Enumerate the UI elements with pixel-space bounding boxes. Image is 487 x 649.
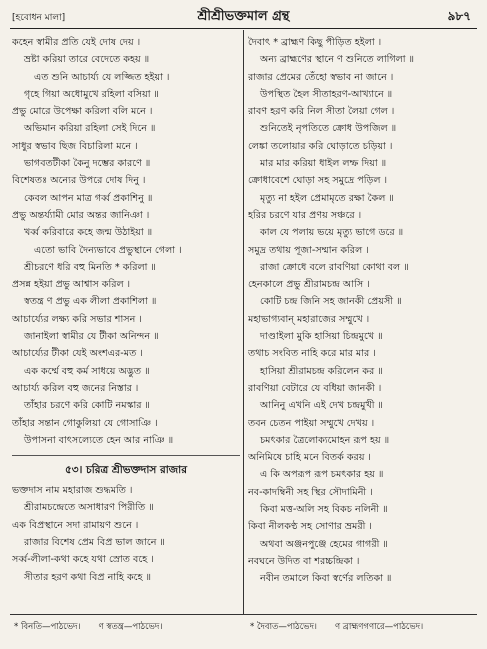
verse-line: শ্রীরামচন্দ্রেতে অসাধারণ পিরীতি ॥ [24,502,154,514]
verse-line: এক বিপ্রস্থানে সদা রামায়ণ শুনে । [12,519,139,531]
verse-line: নবঘনে উদিত বা শরচ্চন্দ্রিকা । [248,555,360,567]
verse-line: মৃত্যু না হইল প্রেমামৃতে রক্ষা কৈল ॥ [260,192,394,204]
verse-line: প্রভু মোরে উপেক্ষা করিলা বলি মনে । [12,106,153,118]
verse-line: এত শুনি আচার্য্য যে লজ্জিত হইয়া । [34,71,170,83]
verse-line: প্রসন্ন হইয়া প্রভু আশ্বাস করিল । [12,279,131,291]
verse-line: ভক্তদাস নাম মহারাজ শুদ্ধমতি । [12,485,133,497]
right-column [248,34,476,588]
verse-line: অনিমিষে চাহি মনে বিতর্ক করয় । [248,452,371,464]
verse-line: সর্ব্ব-লীলা-কথা কহে যথা স্রোত বহে । [12,554,154,566]
verse-line: রাজার প্রেমের তেঁহো স্বভাব না জানে । [248,71,394,83]
verse-line: রাবণ হরণ করি নিল সীতা লৈয়া গেল । [248,106,395,118]
footnote: ণ স্বতন্ত্র—পাঠভেদ। [98,622,163,632]
verse-line: কাল যে পলায় ভয়ে মৃত্যু ভাগে ডরে ॥ [260,227,404,239]
verse-line: তাঁহার সন্তান গোকুলিয়া যে গোসাঞি । [12,417,158,429]
verse-line: হাসিয়া শ্রীরামচন্দ্র করিলেন কর ॥ [260,365,383,377]
verse-line: চমৎকার ত্রৈলোক্যমোহন রূপ হয় ॥ [260,434,390,446]
verse-line: মার মার করিয়া ধাইল লম্ফ দিয়া ॥ [260,158,387,170]
verse-line: আচার্য্যের টীকা যেই অংশএর-মত । [12,348,143,360]
page-number: ৯৮৭ [447,9,471,23]
footnote: ণ ব্রাহ্মণগণারে—পাঠভেদ। [334,622,424,632]
verse-line: হরির চরণে যার প্রণয় সঞ্চরে । [248,209,362,221]
verse-line: ক্রোধাবেশে ঘোড়া সহ সমুদ্রে পড়িল । [248,175,388,187]
verse-line: সীতার হরণ কথা বিপ্র নাহি কহে ॥ [24,571,152,583]
verse-line: স্বতন্ত্র ণ প্রভু এক লীলা প্রকাশিলা ॥ [24,296,157,308]
verse-line: শ্রীচরণে ধরি বহু মিনতি * করিলা ॥ [24,261,156,273]
verse-line: তথাচ সংবিত নাহি করে মার মার । [248,348,376,360]
verse-line: উপাসনা বাৎসল্যেতে হেন আর নাঞি ॥ [24,434,174,446]
verse-line: বিশেষতঃ অন্যের উপরে দোষ দিনু । [12,175,146,187]
verse-line: সাধুর স্বভাব ছিজ বিচারিলা মনে । [12,140,138,152]
verse-line: উপস্থিত হৈল সীতাহরণ-আখ্যানে ॥ [260,88,393,100]
verse-line: নব-কাদম্বিনী সহ স্থির সৌদামিনী । [248,486,373,498]
verse-line: রাজার বিশেষ প্রেম বিপ্র ভাল জানে ॥ [24,537,165,549]
verse-line: কিবা নীলকণ্ঠ সহ সোণার ভ্রমরী । [248,521,372,533]
verse-line: আচার্য্যের লক্ষ্য করি সভার শাসন । [12,313,142,325]
verse-line: লেঙ্কা তলোয়ার করি ঘোড়াতে চড়িয়া । [248,140,393,152]
verse-line: রাজা ক্রোধে বলে রাবণিয়া কোথা বল ॥ [260,261,409,273]
verse-line: অন্য ব্রাহ্মণের স্থানে ণ শুনিতে লাগিলা ॥ [260,54,415,66]
verse-line: ভ্রষ্টা করিয়া তারে বেদেতে কহয় ॥ [24,54,150,66]
header-left-label: [হবোধন মালা] [12,13,66,23]
verse-line: প্রভু অন্তর্য্যামী মোর অন্তর জানিঞা । [12,209,150,221]
verse-line: দৈবাৎ * ব্রাহ্মণ কিছু পীড়িত হইলা । [248,37,382,48]
verse-line: আচার্য্য করিল বহু জনের নিস্তার । [12,382,139,394]
verse-line: কিবা মত্ত-অলি সহ বিকচ নলিনী ॥ [260,504,388,516]
verse-line: তাঁহার চরণে করি কোটি নমস্কার ॥ [24,400,150,412]
verse-line: জানাইলা স্বামীর যে টীকা অনিন্দন ॥ [24,331,159,343]
verse-line: অথবা অঞ্জনপুঞ্জে হেমের গাগরী ॥ [260,538,388,550]
column-divider [243,30,244,614]
verse-line: নবীন তমালে কিবা স্বর্ণের লতিকা ॥ [260,573,392,585]
footnotes-right [250,620,476,634]
verse-line: অভিমান করিয়া রহিলা সেই দিনে ॥ [24,123,156,135]
verse-line: গৃহে গিয়া অধোমুখে রহিলা বসিয়া ॥ [24,88,159,100]
verse-line: দাণ্ডাইলা মুকি হাসিয়া চিন্দ্রমুখে ॥ [260,331,383,343]
verse-line: হেনকালে প্রভু শ্রীরামচন্দ্র আসি । [248,279,370,291]
verse-line: কহেন স্বামীর প্রতি যেই দোষ দেয় । [12,37,141,48]
verse-line: মহাভাগ্যবান্ মহারাজের সম্মুখে । [248,313,370,325]
running-title: শ্রীশ্রীভক্তমাল গ্রন্থ [197,9,290,24]
verse-line: এ কি অপরূপ রূপ চমৎকার হয় ॥ [260,469,384,481]
footer-rule [10,614,477,615]
verse-line: কোটি চন্দ্র জিনি সহ জানকী প্রেয়সী ॥ [260,296,402,308]
verse-line: কেবল আপন মাত্র গর্ব্ব প্রকাশিনু ॥ [24,192,153,204]
header-rule [10,28,477,29]
verse-line: ভাগবতটীকা কৈনু দম্ভের কারণে ॥ [24,158,151,170]
verse-line: আনিনু এখনি এই দেখ চন্দ্রমুখী ॥ [260,400,383,412]
footnote: * বিনতি—পাঠভেদ। [14,622,81,632]
page-header [10,6,477,28]
verse-line: তবন চেতন পাইয়া সম্মুখে দেখয় । [248,417,375,429]
footnote: * দৈবাত—পাঠভেদ। [250,622,317,632]
verse-line: এক কর্ম্মে বহু কর্ম সাধয়ে অদ্ভুত ॥ [24,365,150,377]
verse-line: রাবণিয়া বেটারে যে বধিয়া জানকী । [248,382,382,394]
left-column [12,34,240,586]
chapter-heading: ৫৩। চরিত্র শ্রীভক্তদাস রাজার [12,455,240,480]
verse-line: এতো ভাবি দৈন্যভাবে প্রভুস্থানে গেলা । [34,244,182,256]
verse-line: খর্ব্ব করিবারে কহে জন্ম উঠাইয়া ॥ [24,227,153,239]
verse-line: সমুদ্র তথায় পূজা-সম্মান করিল । [248,244,369,256]
verse-line: শুনিতেই নৃপতিতে ক্রোধ উপজিল ॥ [260,123,397,135]
footnotes-left [14,620,240,634]
